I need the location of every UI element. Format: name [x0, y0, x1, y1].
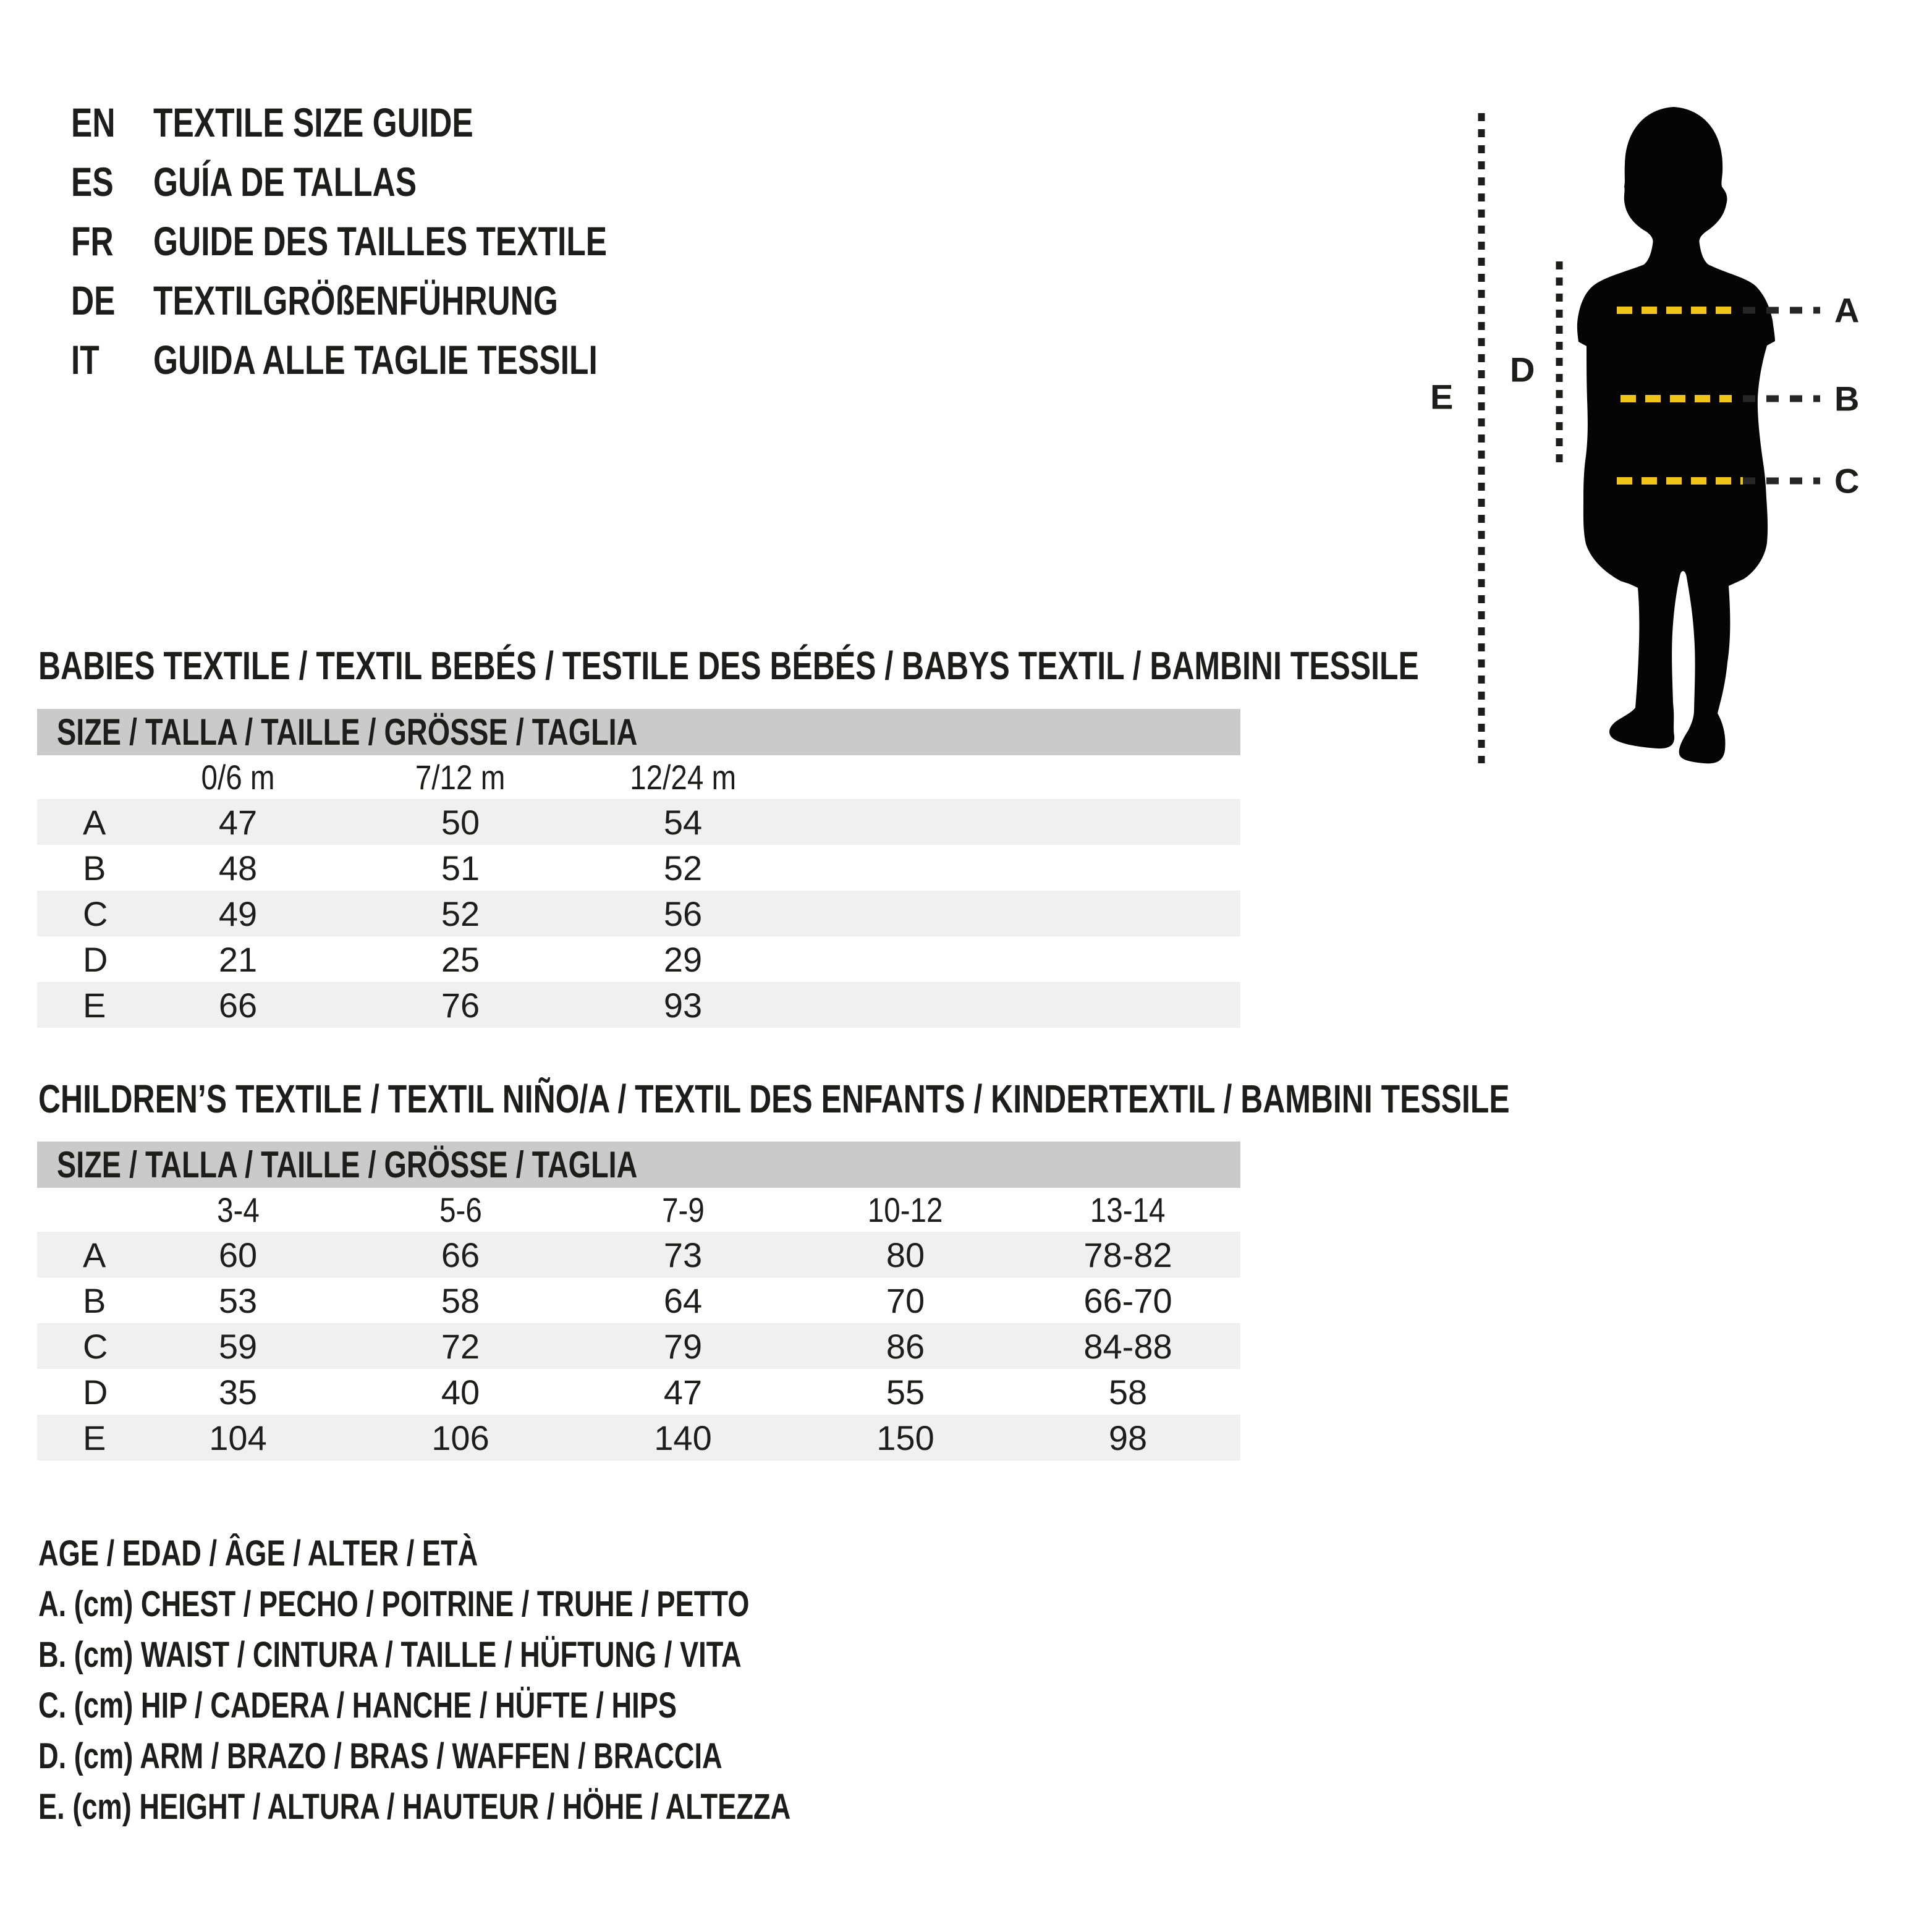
table-cell: 106 [431, 1418, 489, 1457]
lang-code: DE [71, 278, 116, 323]
table-row [37, 936, 1240, 982]
legend-height [38, 1781, 1274, 1832]
table-cell: 70 [886, 1281, 925, 1320]
lang-title: GUÍA DE TALLAS [153, 159, 417, 205]
babies-section-title [38, 643, 1808, 688]
children-title-text: CHILDREN’S TEXTILE / TEXTIL NIÑO/A / TEXTIL DES ENFANTS / KINDERTEXTIL / BAMBINI TESSILE [38, 1077, 1510, 1121]
row-label: A [83, 1235, 106, 1274]
row-label: D [83, 939, 108, 979]
row-label: C [83, 1326, 108, 1366]
table-cell: 56 [663, 894, 703, 933]
babies-size-table [37, 709, 1240, 1028]
table-row [37, 1369, 1240, 1415]
table-row [37, 1232, 1240, 1277]
row-label: B [83, 1281, 106, 1320]
size-header-text: SIZE / TALLA / TAILLE / GRÖSSE / TAGLIA [57, 711, 638, 753]
table-row [37, 982, 1240, 1028]
measurement-figure [1421, 56, 1932, 803]
row-label: B [83, 848, 106, 888]
column-header: 12/24 m [630, 758, 736, 797]
legend-text: B. (cm) WAIST / CINTURA / TAILLE / HÜFTUNG / VITA [38, 1634, 742, 1675]
children-section-title [38, 1076, 1925, 1122]
table-cell: 86 [886, 1326, 925, 1366]
table-cell: 51 [441, 848, 480, 888]
table-cell: 73 [663, 1235, 703, 1274]
table-cell: 66-70 [1083, 1281, 1172, 1320]
column-header: 10-12 [868, 1190, 943, 1229]
label-A: A [1834, 290, 1860, 330]
legend-waist [38, 1629, 1274, 1680]
lang-row-en [0, 94, 1360, 153]
children-column-header-row [37, 1188, 1240, 1232]
table-cell: 140 [654, 1418, 712, 1457]
table-cell: 93 [663, 985, 703, 1025]
table-row [37, 891, 1240, 936]
lang-row-de [0, 272, 1360, 331]
table-row [37, 1323, 1240, 1369]
table-cell: 52 [663, 848, 703, 888]
column-header: 3-4 [216, 1190, 260, 1229]
row-label: A [83, 802, 106, 842]
legend-chest [38, 1578, 1274, 1629]
table-row [37, 845, 1240, 891]
table-cell: 29 [663, 939, 703, 979]
table-cell: 72 [441, 1326, 480, 1366]
column-header: 5-6 [439, 1190, 482, 1229]
legend-text: E. (cm) HEIGHT / ALTURA / HAUTEUR / HÖHE / ALTEZZA [38, 1786, 791, 1827]
lang-title: GUIDA ALLE TAGLIE TESSILI [153, 337, 598, 383]
legend-arm [38, 1731, 1274, 1781]
table-row [37, 1277, 1240, 1323]
table-cell: 47 [218, 802, 258, 842]
table-cell: 76 [441, 985, 480, 1025]
label-D: D [1510, 350, 1535, 389]
row-label: E [83, 985, 106, 1025]
table-cell: 84-88 [1083, 1326, 1172, 1366]
legend-age [38, 1528, 1274, 1578]
table-cell: 79 [663, 1326, 703, 1366]
column-header: 0/6 m [201, 758, 275, 797]
lang-title: TEXTILE SIZE GUIDE [153, 100, 473, 145]
table-cell: 47 [663, 1372, 703, 1412]
table-row [37, 1415, 1240, 1460]
table-cell: 40 [441, 1372, 480, 1412]
legend-text: D. (cm) ARM / BRAZO / BRAS / WAFFEN / BRACCIA [38, 1735, 722, 1776]
table-cell: 59 [218, 1326, 258, 1366]
babies-size-header-bar [37, 709, 1240, 755]
language-header [0, 94, 1360, 397]
babies-title-text: BABIES TEXTILE / TEXTIL BEBÉS / TESTILE DES BÉBÉS / BABYS TEXTIL / BAMBINI TESSILE [38, 643, 1419, 688]
table-cell: 49 [218, 894, 258, 933]
lang-title: GUIDE DES TAILLES TEXTILE [153, 218, 608, 264]
table-cell: 64 [663, 1281, 703, 1320]
children-size-table [37, 1142, 1240, 1460]
lang-code: IT [71, 337, 100, 383]
column-header: 7/12 m [415, 758, 506, 797]
table-cell: 150 [876, 1418, 934, 1457]
table-cell: 58 [441, 1281, 480, 1320]
lang-row-es [0, 153, 1360, 213]
lang-code: EN [71, 100, 116, 145]
table-cell: 35 [218, 1372, 258, 1412]
babies-column-header-row [37, 755, 1240, 799]
table-cell: 54 [663, 802, 703, 842]
row-label: E [83, 1418, 106, 1457]
table-cell: 60 [218, 1235, 258, 1274]
table-cell: 78-82 [1083, 1235, 1172, 1274]
table-cell: 50 [441, 802, 480, 842]
table-cell: 52 [441, 894, 480, 933]
table-cell: 55 [886, 1372, 925, 1412]
table-cell: 80 [886, 1235, 925, 1274]
table-cell: 66 [441, 1235, 480, 1274]
table-cell: 53 [218, 1281, 258, 1320]
size-header-text: SIZE / TALLA / TAILLE / GRÖSSE / TAGLIA [57, 1144, 638, 1185]
table-cell: 98 [1108, 1418, 1148, 1457]
table-cell: 25 [441, 939, 480, 979]
lang-title: TEXTILGRÖßENFÜHRUNG [153, 278, 558, 323]
table-row [37, 799, 1240, 845]
children-size-header-bar [37, 1142, 1240, 1188]
column-header: 7-9 [661, 1190, 705, 1229]
legend-text: AGE / EDAD / ÂGE / ALTER / ETÀ [38, 1533, 478, 1574]
label-C: C [1834, 461, 1860, 501]
legend-text: A. (cm) CHEST / PECHO / POITRINE / TRUHE / PETTO [38, 1583, 750, 1624]
label-B: B [1834, 379, 1860, 418]
label-E: E [1430, 377, 1454, 417]
legend-text: C. (cm) HIP / CADERA / HANCHE / HÜFTE / HIPS [38, 1685, 677, 1726]
lang-code: FR [71, 218, 114, 264]
table-cell: 58 [1108, 1372, 1148, 1412]
table-cell: 104 [209, 1418, 267, 1457]
row-label: D [83, 1372, 108, 1412]
row-label: C [83, 894, 108, 933]
table-cell: 48 [218, 848, 258, 888]
lang-row-fr [0, 213, 1360, 272]
lang-code: ES [71, 159, 114, 205]
lang-row-it [0, 331, 1360, 391]
measurement-legend [38, 1528, 1274, 1832]
legend-hip [38, 1680, 1274, 1731]
column-header: 13-14 [1090, 1190, 1166, 1229]
table-cell: 66 [218, 985, 258, 1025]
table-cell: 21 [218, 939, 258, 979]
